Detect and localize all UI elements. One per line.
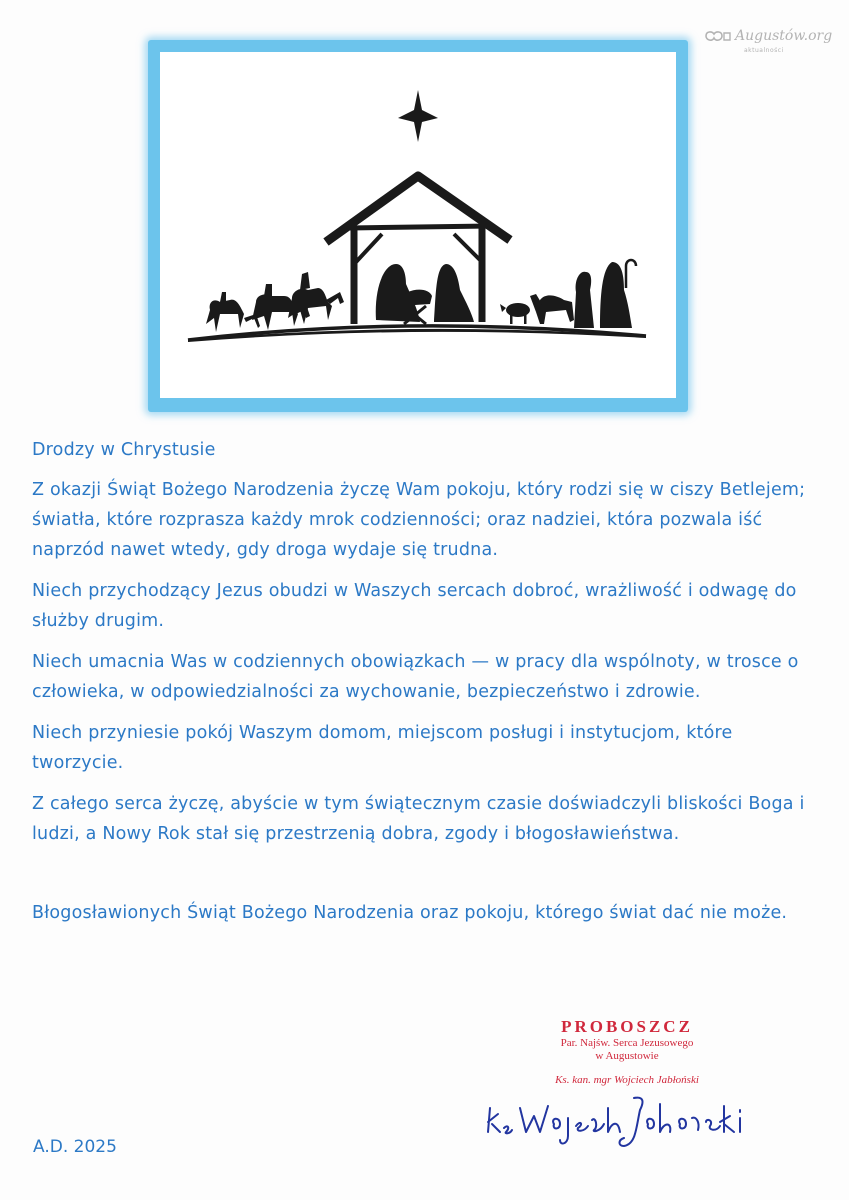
stamp-title: PROBOSZCZ (561, 1017, 693, 1036)
camels-silhouette (206, 272, 344, 332)
letter-paragraph: Niech przychodzący Jezus obudzi w Waszych sercach dobroć, wrażliwość i odwagę do służby drugim. (32, 581, 797, 631)
greeting: Drodzy w Chrystusie (32, 440, 216, 460)
letter-body (32, 435, 822, 939)
parish-stamp (524, 1017, 730, 1086)
star-icon (398, 90, 438, 142)
stamp-parish: Par. Najśw. Serca Jezusowego (560, 1037, 694, 1049)
animals-silhouette (500, 294, 574, 324)
letter-paragraph: Z całego serca życzę, abyście w tym świątecznym czasie doświadczyli bliskości Boga i ludzi, a Nowy Rok stał się przestrzenią dobra, zgody i błogosławieństwa. (32, 794, 805, 844)
watermark-sub: aktualności (744, 47, 784, 54)
watermark-brand: Augustów.org (735, 28, 833, 44)
shepherds-silhouette (574, 262, 632, 328)
letter-paragraph: Niech umacnia Was w codziennych obowiązkach — w pracy dla wspólnoty, w trosce o człowieka, w odpowiedzialności za wychowanie, bezpieczeństwo i zdrowie. (32, 652, 799, 702)
closing-wishes: Błogosławionych Świąt Bożego Narodzenia oraz pokoju, którego świat dać nie może. (32, 903, 788, 923)
stamp-name: Ks. kan. mgr Wojciech Jabłoński (555, 1074, 699, 1086)
letter-paragraph: Z okazji Świąt Bożego Narodzenia życzę Wam pokoju, który rodzi się w ciszy Betlejem; światła, które rozprasza każdy mrok codzienności; oraz nadziei, która pozwala iść naprzód nawet wtedy, gdy droga wydaje się trudna. (32, 480, 806, 560)
joseph-silhouette (434, 264, 474, 322)
letter-paragraph: Niech przyniesie pokój Waszym domom, miejscom posługi i instytucjom, które tworzycie. (32, 723, 733, 773)
date: A.D. 2025 (33, 1137, 117, 1157)
logo-icon (704, 28, 732, 44)
handwritten-signature (484, 1088, 754, 1152)
nativity-scene-image (160, 52, 676, 398)
watermark-logo (704, 28, 833, 54)
greeting-card (160, 52, 676, 398)
stamp-city: w Augustowie (595, 1050, 659, 1062)
